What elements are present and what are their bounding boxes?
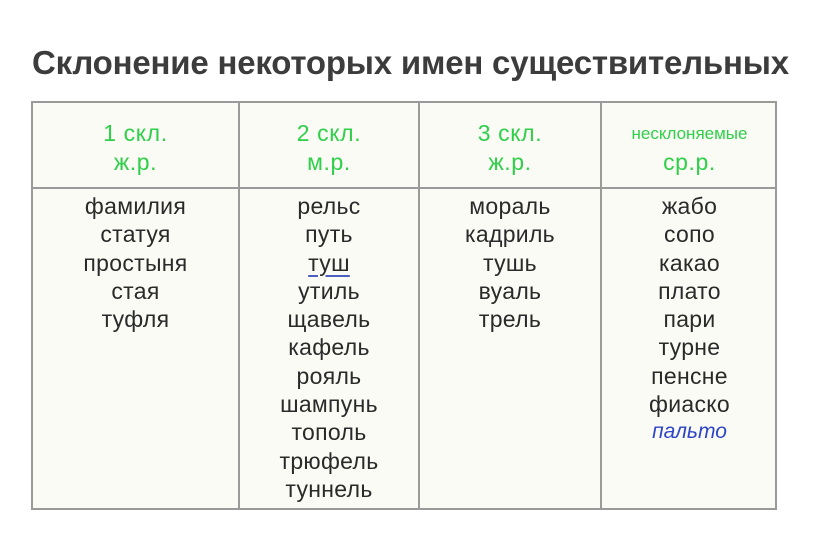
word-list	[33, 192, 238, 333]
word: тополь	[291, 419, 367, 446]
word: стая	[111, 277, 160, 304]
header-declension: 2 скл.	[296, 120, 362, 146]
word: мораль	[469, 193, 551, 219]
word: путь	[305, 221, 353, 248]
word: пенсне	[651, 362, 728, 389]
handwritten-word: пальто	[652, 420, 727, 444]
word-list	[420, 192, 600, 333]
word: шампунь	[280, 391, 378, 418]
column-third-declension	[420, 103, 600, 508]
word: фиаско	[649, 391, 730, 418]
word: турне	[658, 334, 721, 361]
word: вуаль	[478, 277, 542, 304]
header-gender: м.р.	[307, 149, 351, 175]
header-gender: ж.р.	[488, 149, 532, 175]
column-header	[33, 119, 238, 177]
word: фамилия	[84, 193, 187, 219]
word: плато	[658, 277, 721, 304]
word: рельс	[297, 193, 361, 219]
word-underlined	[240, 249, 418, 277]
header-declension: 3 скл.	[477, 120, 543, 146]
header-declension: несклоняемые	[631, 124, 748, 143]
word: туш	[308, 249, 350, 276]
word: кадриль	[465, 221, 555, 248]
word: щавель	[287, 306, 371, 333]
column-indeclinable	[602, 103, 777, 508]
word: трюфель	[279, 447, 379, 474]
word: туннель	[285, 475, 373, 502]
column-header	[602, 119, 777, 177]
word: статуя	[100, 221, 171, 248]
word-list	[602, 192, 777, 447]
word-list	[240, 192, 418, 503]
column-first-declension	[33, 103, 238, 508]
word: туфля	[101, 306, 170, 333]
word: тушь	[483, 249, 537, 276]
word: трель	[478, 306, 542, 333]
word: рояль	[296, 362, 362, 389]
header-gender: ж.р.	[113, 149, 158, 175]
header-gender: ср.р.	[663, 149, 716, 175]
word: какао	[658, 249, 720, 276]
column-second-declension	[240, 103, 418, 508]
column-header	[420, 119, 600, 177]
column-header	[240, 119, 418, 177]
word: пари	[663, 306, 716, 333]
word: сопо	[664, 221, 715, 248]
word: кафель	[288, 334, 370, 361]
page-title: Склонение некоторых имен существительных	[32, 44, 789, 81]
header-declension: 1 скл.	[103, 120, 168, 146]
word: простыня	[83, 249, 188, 276]
declension-table	[31, 101, 777, 510]
word: утиль	[298, 277, 360, 304]
word: жабо	[661, 193, 718, 219]
